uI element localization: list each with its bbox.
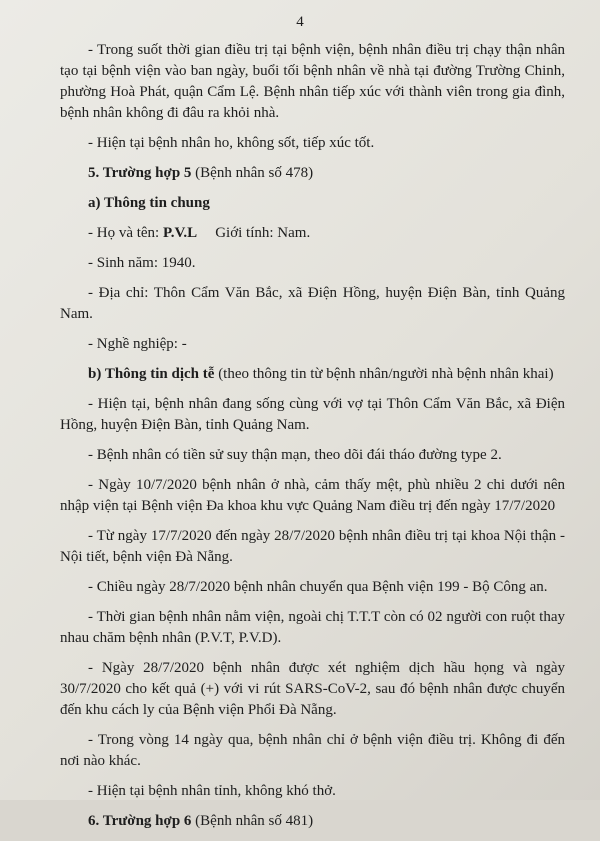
paragraph-history: - Bệnh nhân có tiền sử suy thận mạn, theo dõi đái tháo đường type 2. bbox=[88, 447, 502, 463]
paragraph-caregivers: - Thời gian bệnh nhân nằm viện, ngoài chị T.T.T còn có 02 người con ruột thay nhau chăm bệnh nhân (P.V.T, P.V.D). bbox=[60, 609, 565, 646]
paragraph-treatment: - Trong suốt thời gian điều trị tại bệnh viện, bệnh nhân điều trị chạy thận nhân tạo tại bệnh viện vào ban ngày, buổi tối bệnh nhân về nhà tại đường Trường Chinh, phường Hoà Phát, quận Cẩm Lệ. Bệnh nhân tiếp xúc với thành viên trong gia đình, bệnh nhân không đi đâu ra khỏi nhà. bbox=[60, 42, 565, 121]
occupation-line: - Nghề nghiệp: - bbox=[88, 336, 187, 352]
case-6-title: 6. Trường hợp 6 bbox=[88, 813, 192, 829]
paragraph-current-status: - Hiện tại bệnh nhân ho, không sốt, tiếp xúc tốt. bbox=[88, 135, 375, 151]
section-b-heading bbox=[60, 364, 565, 385]
paragraph-condition: - Hiện tại bệnh nhân tỉnh, không khó thở. bbox=[88, 783, 336, 799]
paragraph-admission: - Ngày 10/7/2020 bệnh nhân ở nhà, cảm thấy mệt, phù nhiều 2 chi dưới nên nhập viện tại Bệnh viện Đa khoa khu vực Quảng Nam điều trị đến ngày 17/7/2020 bbox=[60, 477, 565, 514]
case-6-patient-number: (Bệnh nhân số 481) bbox=[191, 813, 314, 829]
case-5-title: 5. Trường hợp 5 bbox=[88, 165, 192, 181]
page-number: 4 bbox=[296, 14, 304, 30]
name-line bbox=[60, 223, 565, 244]
address-line: - Địa chỉ: Thôn Cẩm Văn Bắc, xã Điện Hồng, huyện Điện Bàn, tỉnh Quảng Nam. bbox=[60, 285, 565, 322]
section-b-note: (theo thông tin từ bệnh nhân/người nhà bệnh nhân khai) bbox=[214, 366, 554, 382]
document-body bbox=[60, 40, 565, 841]
case-5-patient-number: (Bệnh nhân số 478) bbox=[191, 165, 314, 181]
case-6-heading bbox=[60, 811, 565, 832]
name-value: P.V.L bbox=[162, 225, 198, 241]
birth-year-line: - Sinh năm: 1940. bbox=[88, 255, 196, 271]
paragraph-treatment-danang: - Từ ngày 17/7/2020 đến ngày 28/7/2020 bệnh nhân điều trị tại khoa Nội thận - Nội tiết, bệnh viện Đà Nẵng. bbox=[60, 528, 565, 565]
section-a-heading: a) Thông tin chung bbox=[88, 195, 210, 211]
case-5-heading bbox=[60, 163, 565, 184]
gender-value: Giới tính: Nam. bbox=[215, 225, 311, 241]
paragraph-living: - Hiện tại, bệnh nhân đang sống cùng với vợ tại Thôn Cẩm Văn Bắc, xã Điện Hồng, huyện Điện Bàn, tỉnh Quảng Nam. bbox=[60, 396, 565, 433]
paragraph-14-days: - Trong vòng 14 ngày qua, bệnh nhân chỉ ở bệnh viện điều trị. Không đi đến nơi nào khác. bbox=[60, 732, 565, 769]
section-b-title: b) Thông tin dịch tễ bbox=[88, 366, 215, 382]
name-label: - Họ và tên: bbox=[88, 225, 163, 241]
paragraph-test-result: - Ngày 28/7/2020 bệnh nhân được xét nghiệm dịch hầu họng và ngày 30/7/2020 cho kết quả (+) với vi rút SARS-CoV-2, sau đó bệnh nhân được chuyển đến khu cách ly của Bệnh viện Phổi Đà Nẵng. bbox=[60, 660, 565, 718]
paragraph-transfer: - Chiều ngày 28/7/2020 bệnh nhân chuyển qua Bệnh viện 199 - Bộ Công an. bbox=[88, 579, 548, 595]
